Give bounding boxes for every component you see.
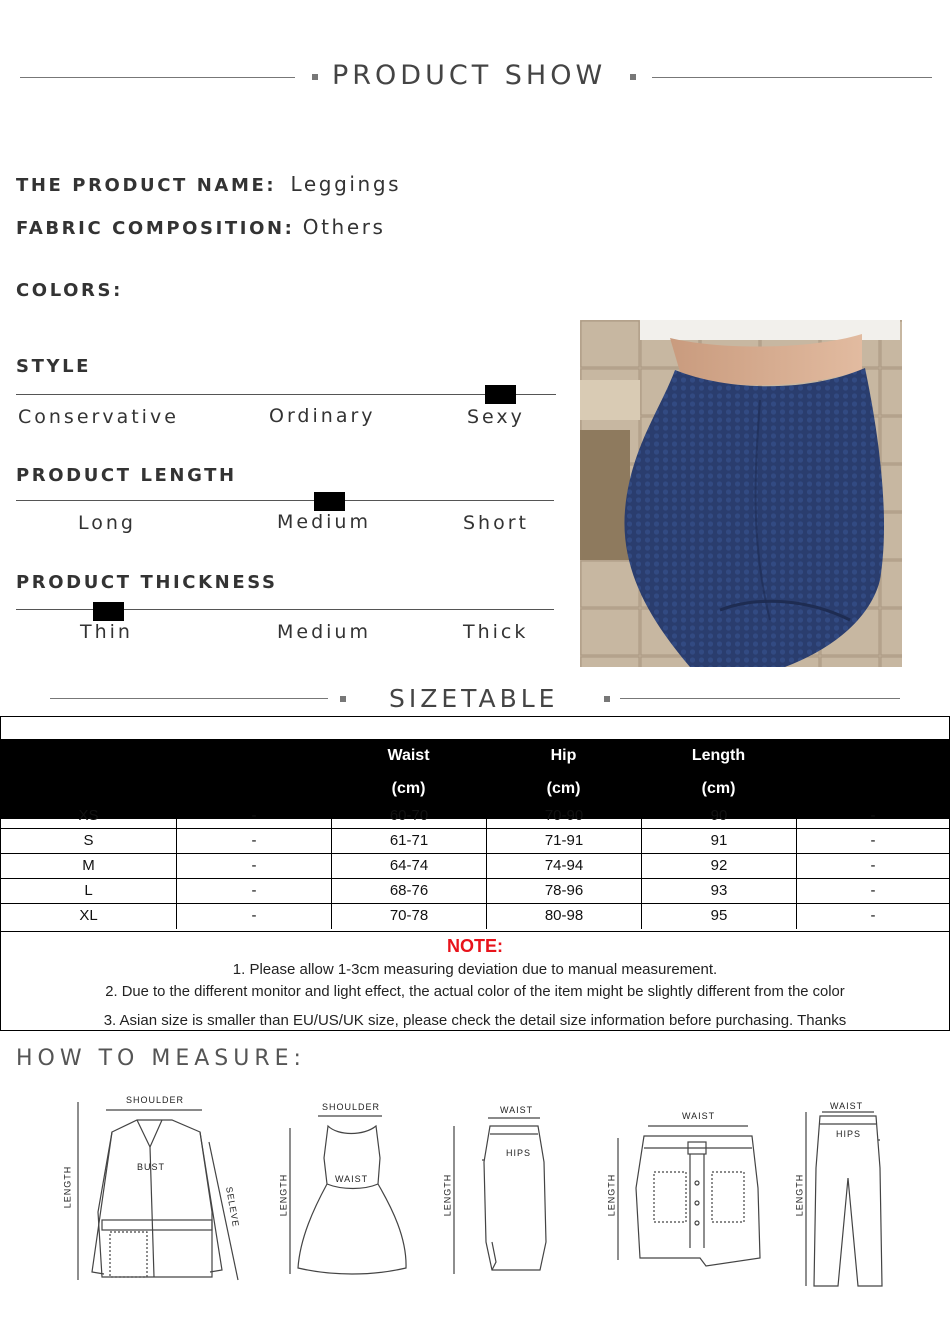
note-line-2: 2. Due to the different monitor and light effect, the actual color of the item might be slightly different from the color [105, 984, 845, 1000]
cell-blank: - [177, 829, 332, 854]
cell-waist: 60-70 [332, 804, 487, 829]
thickness-option-medium: Medium [277, 621, 371, 643]
table-row [1, 828, 949, 853]
pants-waist-label: WAIST [830, 1101, 864, 1111]
skirt-waist-label: WAIST [500, 1105, 534, 1115]
cell-blank: - [177, 804, 332, 829]
pants-diagram [786, 1098, 896, 1293]
cell-size: XS [1, 804, 177, 829]
header-waist: Waist (cm) [387, 747, 430, 797]
product-name-row [16, 172, 401, 196]
style-title: STYLE [16, 356, 92, 377]
note-title: NOTE: [447, 936, 503, 956]
header-rule-left [20, 77, 295, 78]
cell-size: L [1, 879, 177, 904]
note-line-1: 1. Please allow 1-3cm measuring deviation due to manual measurement. [232, 961, 718, 978]
header-length: Length (cm) [691, 747, 746, 797]
cell-blank: - [870, 857, 876, 874]
length-scale-line [16, 500, 554, 501]
cell-blank: - [870, 807, 876, 824]
cell-blank: - [870, 832, 876, 849]
cell-length: 91 [642, 829, 797, 854]
how-to-measure-title: HOW TO MEASURE: [16, 1046, 306, 1071]
jacket-sleeve-label: SELEVE [224, 1185, 242, 1229]
cell-blank: - [870, 907, 876, 924]
cell-length: 90 [642, 804, 797, 829]
style-selected-marker [485, 385, 516, 404]
pants-length-label: LENGTH [794, 1173, 805, 1217]
dress-shoulder-label: SHOULDER [322, 1102, 381, 1112]
cell-blank: - [870, 882, 876, 899]
cell-hip: 71-91 [487, 829, 642, 854]
cell-length: 93 [642, 879, 797, 904]
cell-length: 95 [642, 904, 797, 929]
cell-hip: 74-94 [487, 854, 642, 879]
cell-size: S [1, 829, 177, 854]
sizetable-title: SIZETABLE [389, 684, 559, 713]
sizetable-dot-left [340, 696, 346, 702]
jacket-shoulder-label: SHOULDER [126, 1095, 185, 1105]
thickness-option-thin: Thin [80, 621, 133, 643]
colors-label: COLORS: [16, 280, 123, 301]
skirt-hips-label: HIPS [506, 1148, 532, 1158]
fabric-label: FABRIC COMPOSITION: [16, 218, 295, 239]
length-title: PRODUCT LENGTH [16, 465, 237, 486]
product-name-value: Leggings [290, 172, 402, 196]
header-dot-right [630, 74, 636, 80]
shorts-diagram [596, 1108, 786, 1278]
cell-size: XL [1, 904, 177, 929]
note-line-3: 3. Asian size is smaller than EU/US/UK size, please check the detail size information before purchasing. Thanks [103, 1012, 847, 1029]
pants-hips-label: HIPS [836, 1129, 862, 1139]
cell-blank: - [177, 854, 332, 879]
cell-hip: 80-98 [487, 904, 642, 929]
style-option-ordinary: Ordinary [269, 405, 376, 427]
cell-length: 92 [642, 854, 797, 879]
sizetable-dot-right [604, 696, 610, 702]
cell-waist: 64-74 [332, 854, 487, 879]
cell-blank: - [177, 904, 332, 929]
cell-waist: 70-78 [332, 904, 487, 929]
jacket-bust-label: BUST [137, 1162, 166, 1172]
length-selected-marker [314, 492, 345, 511]
shorts-waist-label: WAIST [682, 1111, 716, 1121]
shorts-length-label: LENGTH [606, 1173, 617, 1217]
cell-hip: 78-96 [487, 879, 642, 904]
sizetable-rule-left [50, 698, 328, 699]
thickness-option-thick: Thick [463, 621, 529, 643]
jacket-length-label: LENGTH [62, 1165, 73, 1209]
skirt-length-label: LENGTH [442, 1173, 453, 1217]
style-scale-line [16, 394, 556, 395]
length-option-long: Long [78, 512, 136, 534]
notes-box [1, 931, 949, 1029]
page-title: PRODUCT SHOW [332, 60, 607, 91]
cell-waist: 61-71 [332, 829, 487, 854]
length-option-short: Short [463, 512, 529, 534]
cell-blank: - [177, 879, 332, 904]
header-dot-left [312, 74, 318, 80]
cell-hip: 70-90 [487, 804, 642, 829]
cell-size: M [1, 854, 177, 879]
product-name-label: THE PRODUCT NAME: [16, 175, 277, 196]
dress-diagram [272, 1098, 422, 1288]
sizetable-rule-right [620, 698, 900, 699]
fabric-row [16, 215, 386, 239]
table-row [1, 878, 949, 903]
length-option-medium: Medium [277, 511, 371, 533]
table-row [1, 803, 949, 828]
thickness-title: PRODUCT THICKNESS [16, 572, 278, 593]
product-photo [580, 320, 902, 667]
fabric-value: Others [302, 215, 386, 239]
skirt-diagram [432, 1102, 572, 1282]
table-row [1, 903, 949, 928]
table-row [1, 853, 949, 878]
style-option-conservative: Conservative [18, 406, 179, 428]
dress-waist-label: WAIST [335, 1174, 369, 1184]
size-table [0, 716, 950, 1031]
jacket-diagram [62, 1092, 252, 1292]
header-hip: Hip (cm) [546, 747, 581, 797]
header-rule-right [652, 77, 932, 78]
cell-waist: 68-76 [332, 879, 487, 904]
style-option-sexy: Sexy [467, 406, 525, 428]
thickness-selected-marker [93, 602, 124, 621]
dress-length-label: LENGTH [278, 1173, 289, 1217]
